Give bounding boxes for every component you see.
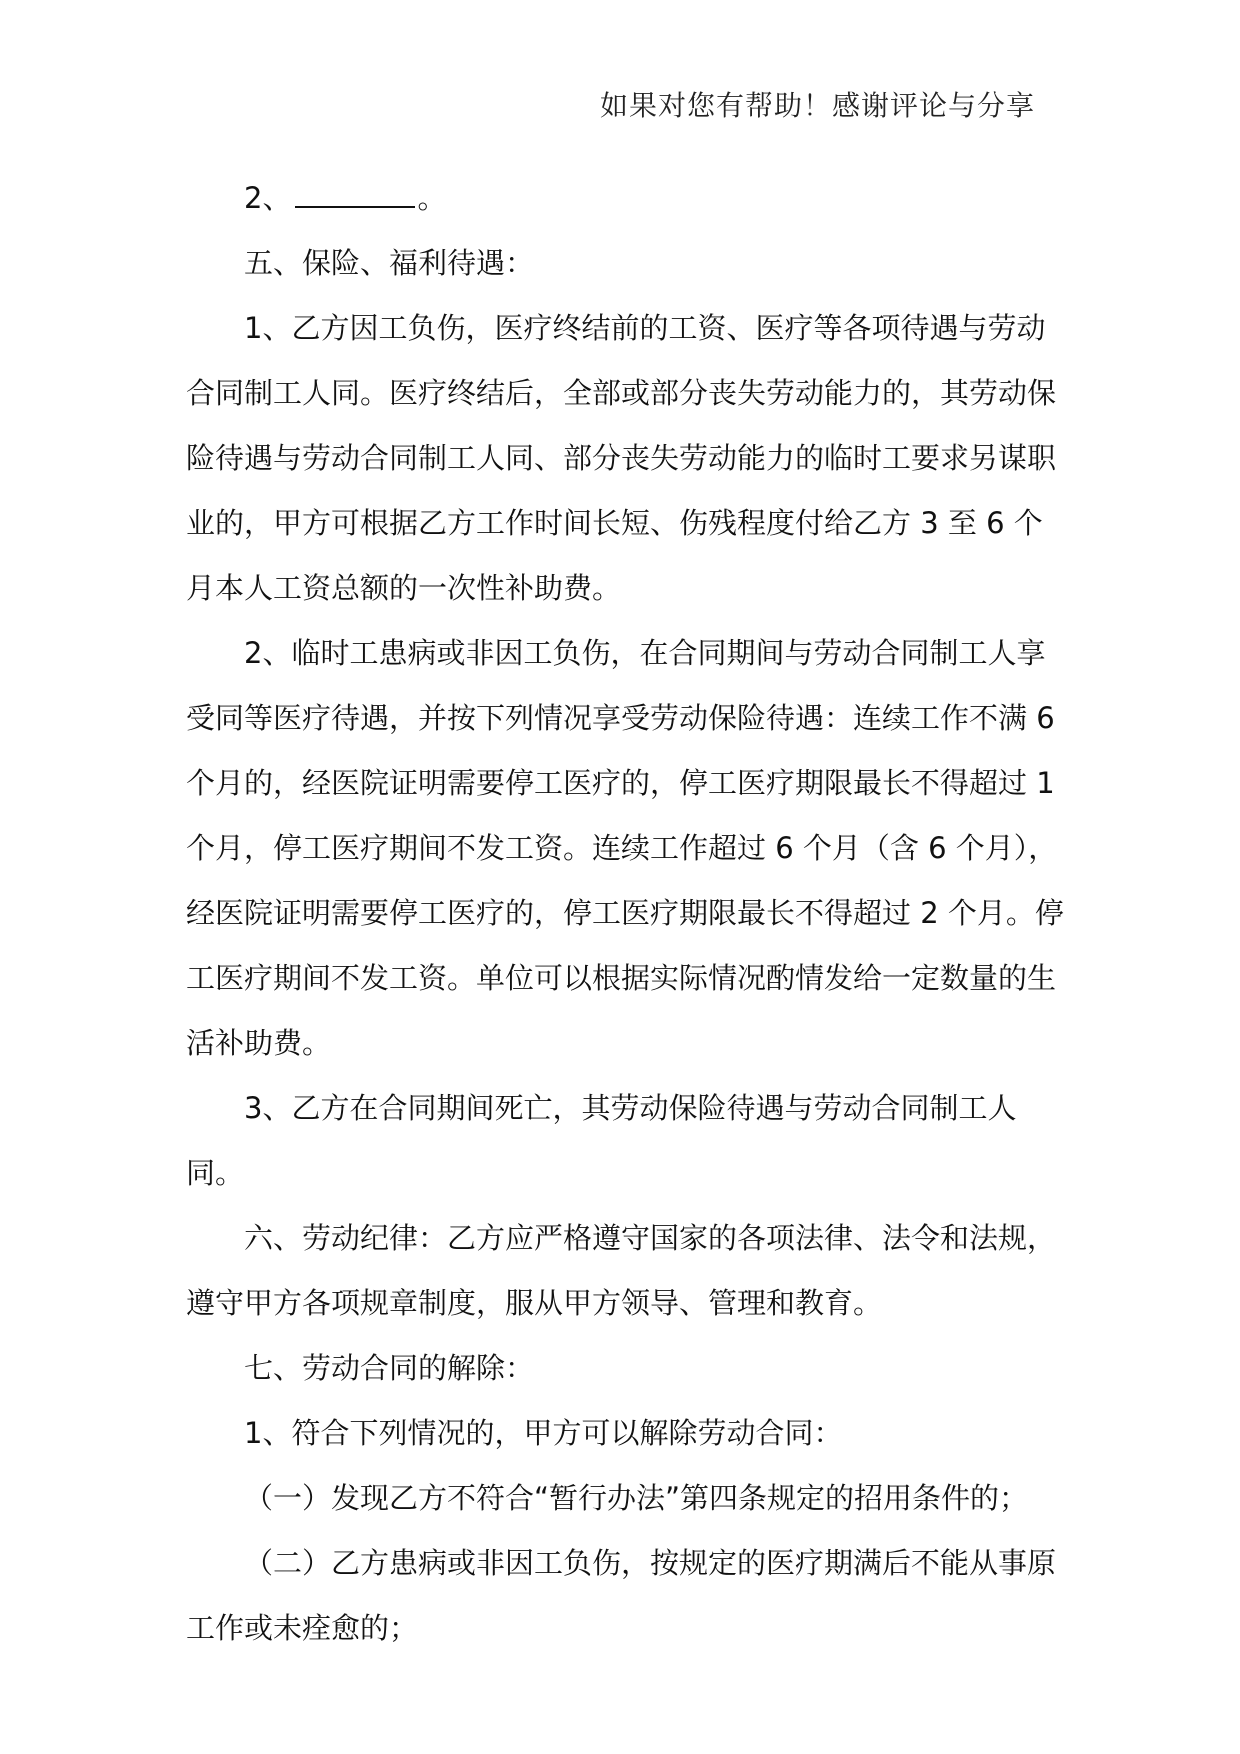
fill-in-blank — [295, 205, 415, 208]
document-body — [186, 166, 1066, 1661]
paragraph-item-2 — [186, 166, 1066, 231]
paragraph-death-benefits: 3、乙方在合同期间死亡，其劳动保险待遇与劳动合同制工人同。 — [186, 1091, 1017, 1190]
paragraph-condition-2: （二）乙方患病或非因工负伤，按规定的医疗期满后不能从事原工作或未痊愈的； — [186, 1546, 1057, 1645]
item-2-prefix: 2、 — [244, 181, 292, 215]
paragraph-termination-conditions: 1、符合下列情况的，甲方可以解除劳动合同： — [244, 1416, 843, 1450]
paragraph-condition-1: （一）发现乙方不符合“暂行办法”第四条规定的招用条件的； — [244, 1481, 1029, 1515]
paragraph-injury-benefits: 1、乙方因工负伤，医疗终结前的工资、医疗等各项待遇与劳动合同制工人同。医疗终结后，全部或部分丧失劳动能力的，其劳动保险待遇与劳动合同制工人同、部分丧失劳动能力的临时工要求另谋职业的，甲方可根据乙方工作时间长短、伤残程度付给乙方 3 至 6 个月本人工资总额的一次性补助费。 — [186, 311, 1057, 605]
section-heading-insurance: 五、保险、福利待遇： — [244, 246, 535, 280]
header-note: 如果对您有帮助！感谢评论与分享 — [600, 89, 1036, 122]
item-2-suffix: 。 — [417, 181, 447, 215]
section-heading-termination: 七、劳动合同的解除： — [244, 1351, 535, 1385]
section-labor-discipline: 六、劳动纪律：乙方应严格遵守国家的各项法律、法令和法规，遵守甲方各项规章制度，服从甲方领导、管理和教育。 — [186, 1221, 1057, 1320]
paragraph-sickness-benefits: 2、临时工患病或非因工负伤，在合同期间与劳动合同制工人享受同等医疗待遇，并按下列情况享受劳动保险待遇：连续工作不满 6 个月的，经医院证明需要停工医疗的，停工医疗期限最长不得超过 1 个月，停工医疗期间不发工资。连续工作超过 6 个月（含 6 个月），经医院证明需要停工医疗的，停工医疗期限最长不得超过 2 个月。停工医疗期间不发工资。单位可以根据实际情况酌情发给一定数量的生活补助费。 — [186, 636, 1064, 1060]
